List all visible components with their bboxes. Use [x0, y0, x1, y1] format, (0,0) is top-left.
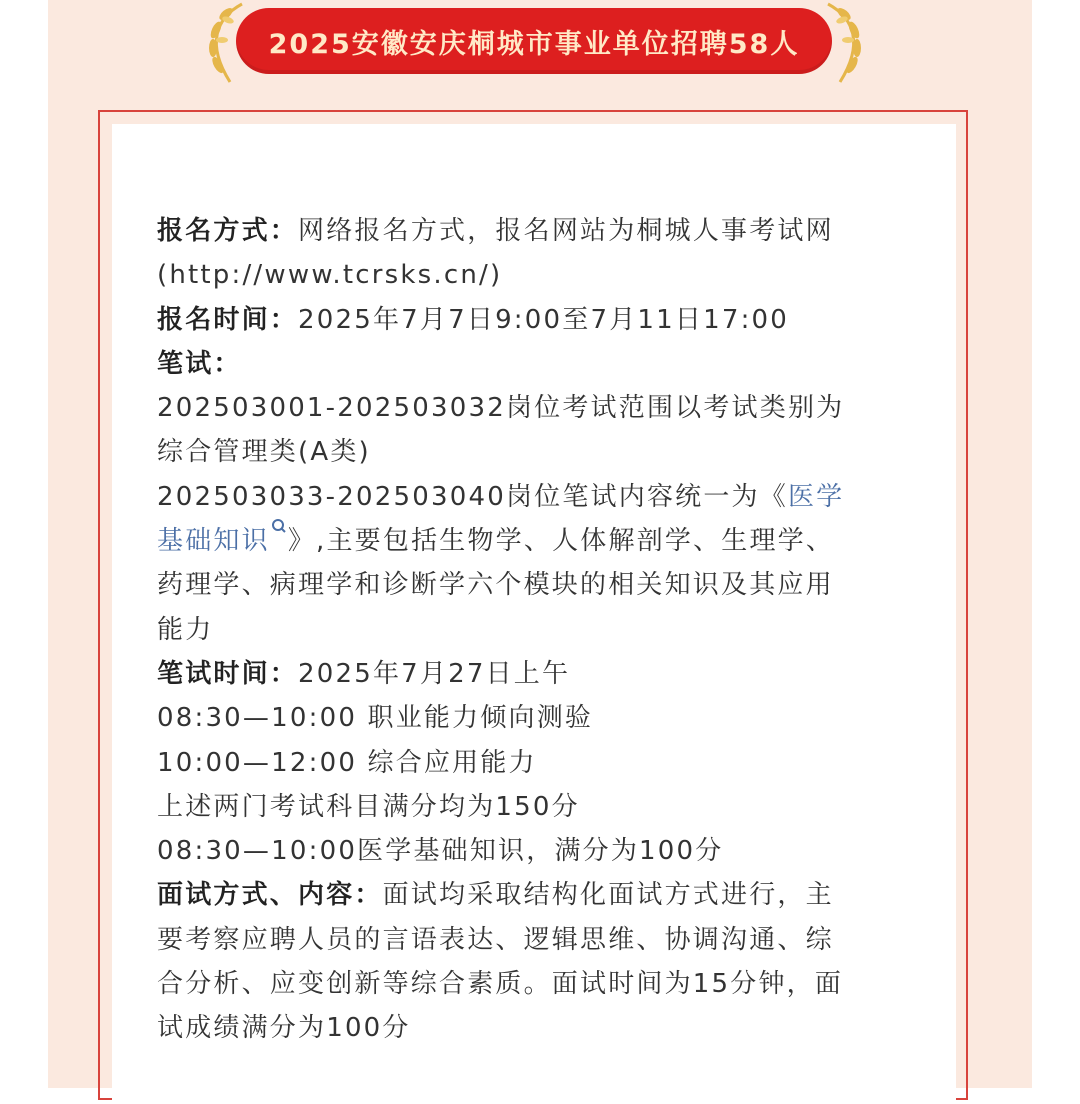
- interview-line-4: 试成绩满分为100分: [157, 1013, 411, 1044]
- reg-time-line: [157, 298, 917, 342]
- written-line-3: [157, 475, 917, 519]
- interview-line-2: 要考察应聘人员的言语表达、逻辑思维、协调沟通、综: [157, 924, 834, 955]
- written-time-line: [157, 652, 917, 696]
- page-title: 2025安徽安庆桐城市事业单位招聘58人: [268, 28, 800, 60]
- interview-line-1: [157, 873, 917, 917]
- reg-time-text: 2025年7月7日9:00至7月11日17:00: [298, 304, 790, 335]
- reg-method-label: 报名方式：: [157, 216, 299, 246]
- written-time-text: 2025年7月27日上午: [298, 658, 571, 689]
- reg-method-text: 网络报名方式，报名网站为桐城人事考试网: [298, 216, 834, 246]
- written-exam-label: 笔试：: [157, 348, 242, 379]
- interview-line-3: 合分析、应变创新等综合素质。面试时间为15分钟，面: [157, 969, 844, 1000]
- search-icon[interactable]: [270, 517, 288, 543]
- laurel-right-icon: [818, 0, 874, 88]
- written-line-1: 202503001-202503032岗位考试范围以考试类别为: [157, 393, 845, 424]
- written-line-4-text: 》,主要包括生物学、人体解剖学、生理学、: [287, 526, 835, 557]
- reg-method-line: [157, 209, 917, 253]
- article-body: [157, 209, 917, 1051]
- written-time-label: 笔试时间：: [157, 658, 299, 689]
- schedule-item-4: 08:30—10:00医学基础知识，满分为100分: [157, 836, 724, 867]
- schedule-item-1: 08:30—10:00 职业能力倾向测验: [157, 703, 594, 734]
- written-line-3-text: 202503033-202503040岗位笔试内容统一为《: [157, 481, 788, 512]
- interview-label: 面试方式、内容：: [157, 880, 383, 911]
- schedule-item-3: 上述两门考试科目满分均为150分: [157, 791, 580, 822]
- medical-basics-link-part2[interactable]: 基础知识: [157, 526, 270, 557]
- reg-time-label: 报名时间：: [157, 304, 299, 335]
- written-line-6: 能力: [157, 614, 214, 645]
- written-line-5: 药理学、病理学和诊断学六个模块的相关知识及其应用: [157, 570, 834, 601]
- schedule-item-2: 10:00—12:00 综合应用能力: [157, 747, 537, 778]
- written-line-4: [157, 519, 917, 563]
- reg-url: (http://www.tcrsks.cn/): [157, 260, 503, 291]
- written-line-2: 综合管理类(A类): [157, 437, 371, 468]
- medical-basics-link-part1[interactable]: 医学: [787, 481, 845, 512]
- interview-text-1: 面试均采取结构化面试方式进行，主: [382, 880, 834, 911]
- title-banner: [236, 8, 832, 74]
